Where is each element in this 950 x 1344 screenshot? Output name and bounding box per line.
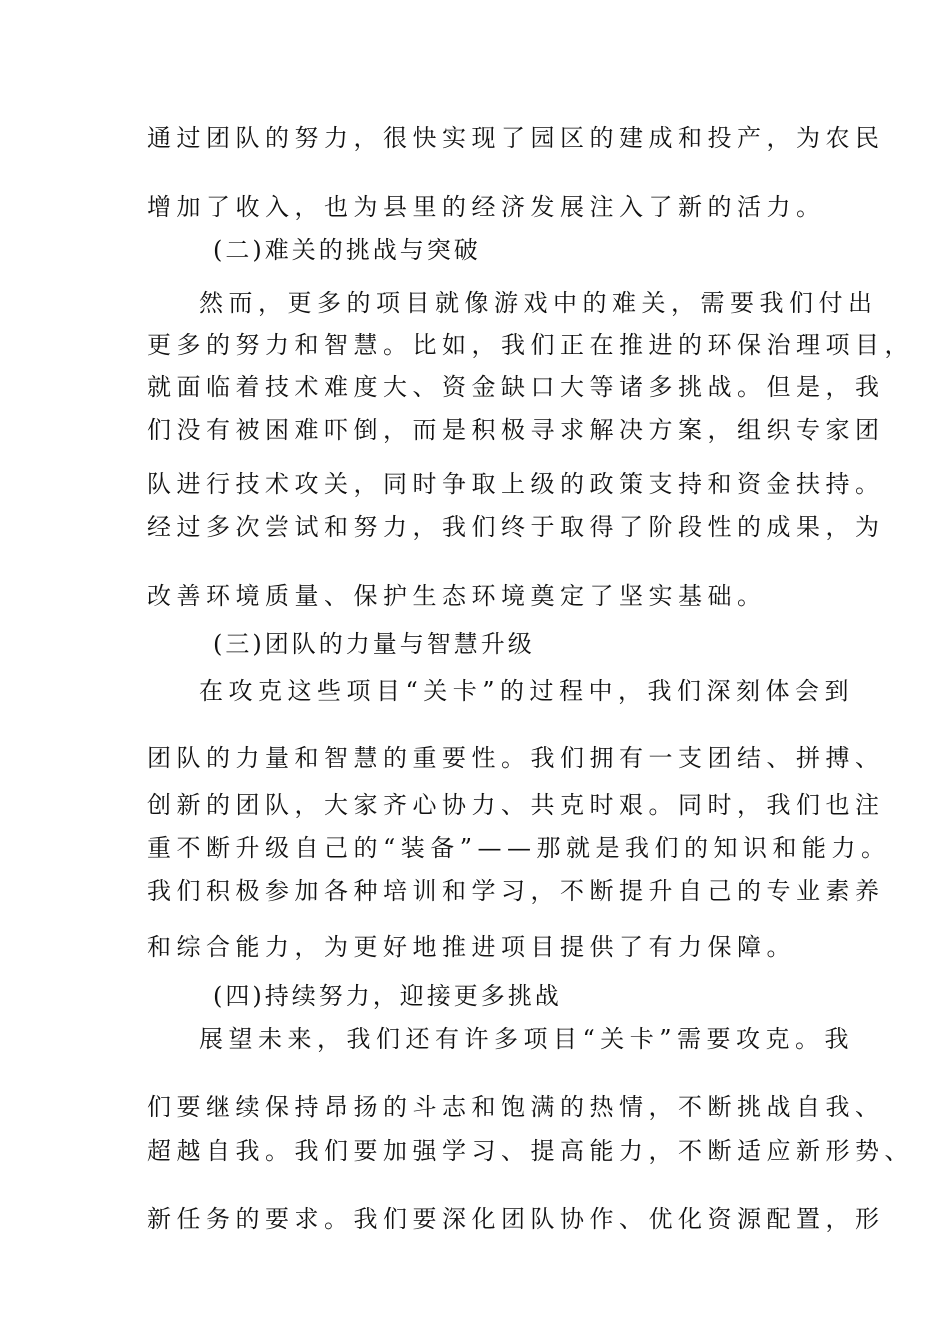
paragraph-line: 然而，更多的项目就像游戏中的难关，需要我们付出 [199,289,878,317]
paragraph-line: 和综合能力，为更好地推进项目提供了有力保障。 [147,933,796,961]
paragraph-line: 团队的力量和智慧的重要性。我们拥有一支团结、拼搏、 [147,744,885,772]
paragraph-line: 超越自我。我们要加强学习、提高能力，不断适应新形势、 [147,1137,914,1165]
paragraph-line: 我们积极参加各种培训和学习，不断提升自己的专业素养 [147,877,885,905]
paragraph-line: 队进行技术攻关，同时争取上级的政策支持和资金扶持。 [147,470,885,498]
paragraph-line: 在攻克这些项目“关卡”的过程中，我们深刻体会到 [199,677,855,705]
section-heading: (三)团队的力量与智慧升级 [213,630,535,658]
paragraph-line: 创新的团队，大家齐心协力、共克时艰。同时，我们也注 [147,791,885,819]
paragraph-line: 们没有被困难吓倒，而是积极寻求解决方案，组织专家团 [147,416,885,444]
paragraph-line: 新任务的要求。我们要深化团队协作、优化资源配置，形 [147,1205,885,1233]
section-heading: (二)难关的挑战与突破 [213,236,481,264]
paragraph-line: 增加了收入，也为县里的经济发展注入了新的活力。 [147,193,826,221]
paragraph-line: 重不断升级自己的“装备”——那就是我们的知识和能力。 [147,834,891,862]
paragraph-line: 更多的努力和智慧。比如，我们正在推进的环保治理项目， [147,331,914,359]
paragraph-line: 经过多次尝试和努力，我们终于取得了阶段性的成果，为 [147,513,885,541]
section-heading: (四)持续努力，迎接更多挑战 [213,982,562,1010]
paragraph-line: 们要继续保持昂扬的斗志和饱满的热情，不断挑战自我、 [147,1093,885,1121]
paragraph-line: 通过团队的努力，很快实现了园区的建成和投产，为农民 [147,124,885,152]
paragraph-line: 展望未来，我们还有许多项目“关卡”需要攻克。我 [199,1025,855,1053]
paragraph-line: 就面临着技术难度大、资金缺口大等诸多挑战。但是，我 [147,373,885,401]
paragraph-line: 改善环境质量、保护生态环境奠定了坚实基础。 [147,582,767,610]
